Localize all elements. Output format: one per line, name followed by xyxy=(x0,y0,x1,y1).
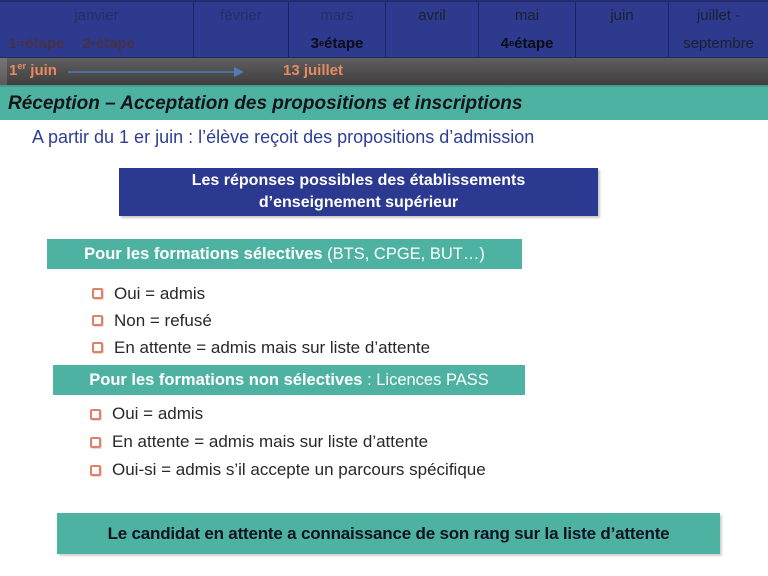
bullet-square-icon xyxy=(90,437,101,448)
responses-box xyxy=(119,168,598,216)
intro-text: A partir du 1 er juin : l’élève reçoit des propositions d’admission xyxy=(32,127,535,147)
calendar-column-juin xyxy=(575,2,668,57)
timeline-calendar xyxy=(0,0,768,57)
non-selective-heading-rest: : Licences PASS xyxy=(362,370,489,389)
selective-list xyxy=(92,280,430,361)
etape-2-label: 2 e étape xyxy=(82,34,136,52)
calendar-column-mai xyxy=(478,2,575,57)
etape-4-label: 4 e étape xyxy=(500,34,554,52)
month-label-juillet: juillet - xyxy=(696,7,741,25)
responses-box-line1: Les réponses possibles des établissements xyxy=(191,172,526,189)
list-item-text: Non = refusé xyxy=(114,310,212,330)
section-title: Réception – Acceptation des propositions et inscriptions xyxy=(8,92,523,114)
period-start-date: 1er juin xyxy=(9,61,57,79)
bullet-square-icon xyxy=(90,465,101,476)
calendar-column-avril xyxy=(385,2,478,57)
timeline-arrow-icon xyxy=(66,65,246,79)
bullet-square-icon xyxy=(92,315,103,326)
list-item xyxy=(92,307,430,334)
etape-cell-1-2 xyxy=(0,30,193,57)
etape-3-label: 3 e étape xyxy=(310,34,364,52)
bullet-square-icon xyxy=(92,342,103,353)
list-item-text: En attente = admis mais sur liste d’attente xyxy=(112,432,429,451)
bullet-square-icon xyxy=(90,409,101,420)
list-item xyxy=(90,428,486,456)
list-item xyxy=(92,280,430,307)
selective-heading xyxy=(47,239,522,269)
month-label-juin: juin xyxy=(610,7,634,25)
calendar-column-janvier xyxy=(0,2,193,57)
calendar-column-juillet-septembre xyxy=(668,2,768,57)
month-label-mars: mars xyxy=(320,7,354,25)
non-selective-list xyxy=(90,400,486,484)
non-selective-heading xyxy=(53,365,525,395)
list-item-text: Oui = admis xyxy=(114,283,206,303)
month-label-septembre: septembre xyxy=(683,34,754,52)
responses-box-line2: d’enseignement supérieur xyxy=(258,194,459,211)
list-item xyxy=(92,334,430,361)
selective-heading-rest: (BTS, CPGE, BUT…) xyxy=(322,244,485,263)
list-item-text: En attente = admis mais sur liste d’attente xyxy=(114,337,431,357)
period-end-date: 13 juillet xyxy=(283,62,344,79)
footer-box: Le candidat en attente a connaissance de son rang sur la liste d’attente xyxy=(57,513,720,554)
month-label-janvier: janvier xyxy=(74,7,119,25)
non-selective-heading-bold: Pour les formations non sélectives xyxy=(89,370,363,389)
calendar-column-fevrier xyxy=(193,2,288,57)
calendar-column-mars xyxy=(288,2,385,57)
list-item-text: Oui-si = admis s’il accepte un parcours spécifique xyxy=(112,460,486,479)
bullet-square-icon xyxy=(92,288,103,299)
period-bar xyxy=(0,57,768,85)
month-label-fevrier: février xyxy=(220,7,262,25)
month-label-avril: avril xyxy=(418,7,446,25)
etape-1-label: 1 re étape xyxy=(8,34,65,52)
list-item-text: Oui = admis xyxy=(112,404,204,423)
list-item xyxy=(90,456,486,484)
section-title-bar xyxy=(0,85,768,120)
month-label-mai: mai xyxy=(514,7,540,25)
list-item xyxy=(90,400,486,428)
selective-heading-bold: Pour les formations sélectives xyxy=(84,244,323,263)
